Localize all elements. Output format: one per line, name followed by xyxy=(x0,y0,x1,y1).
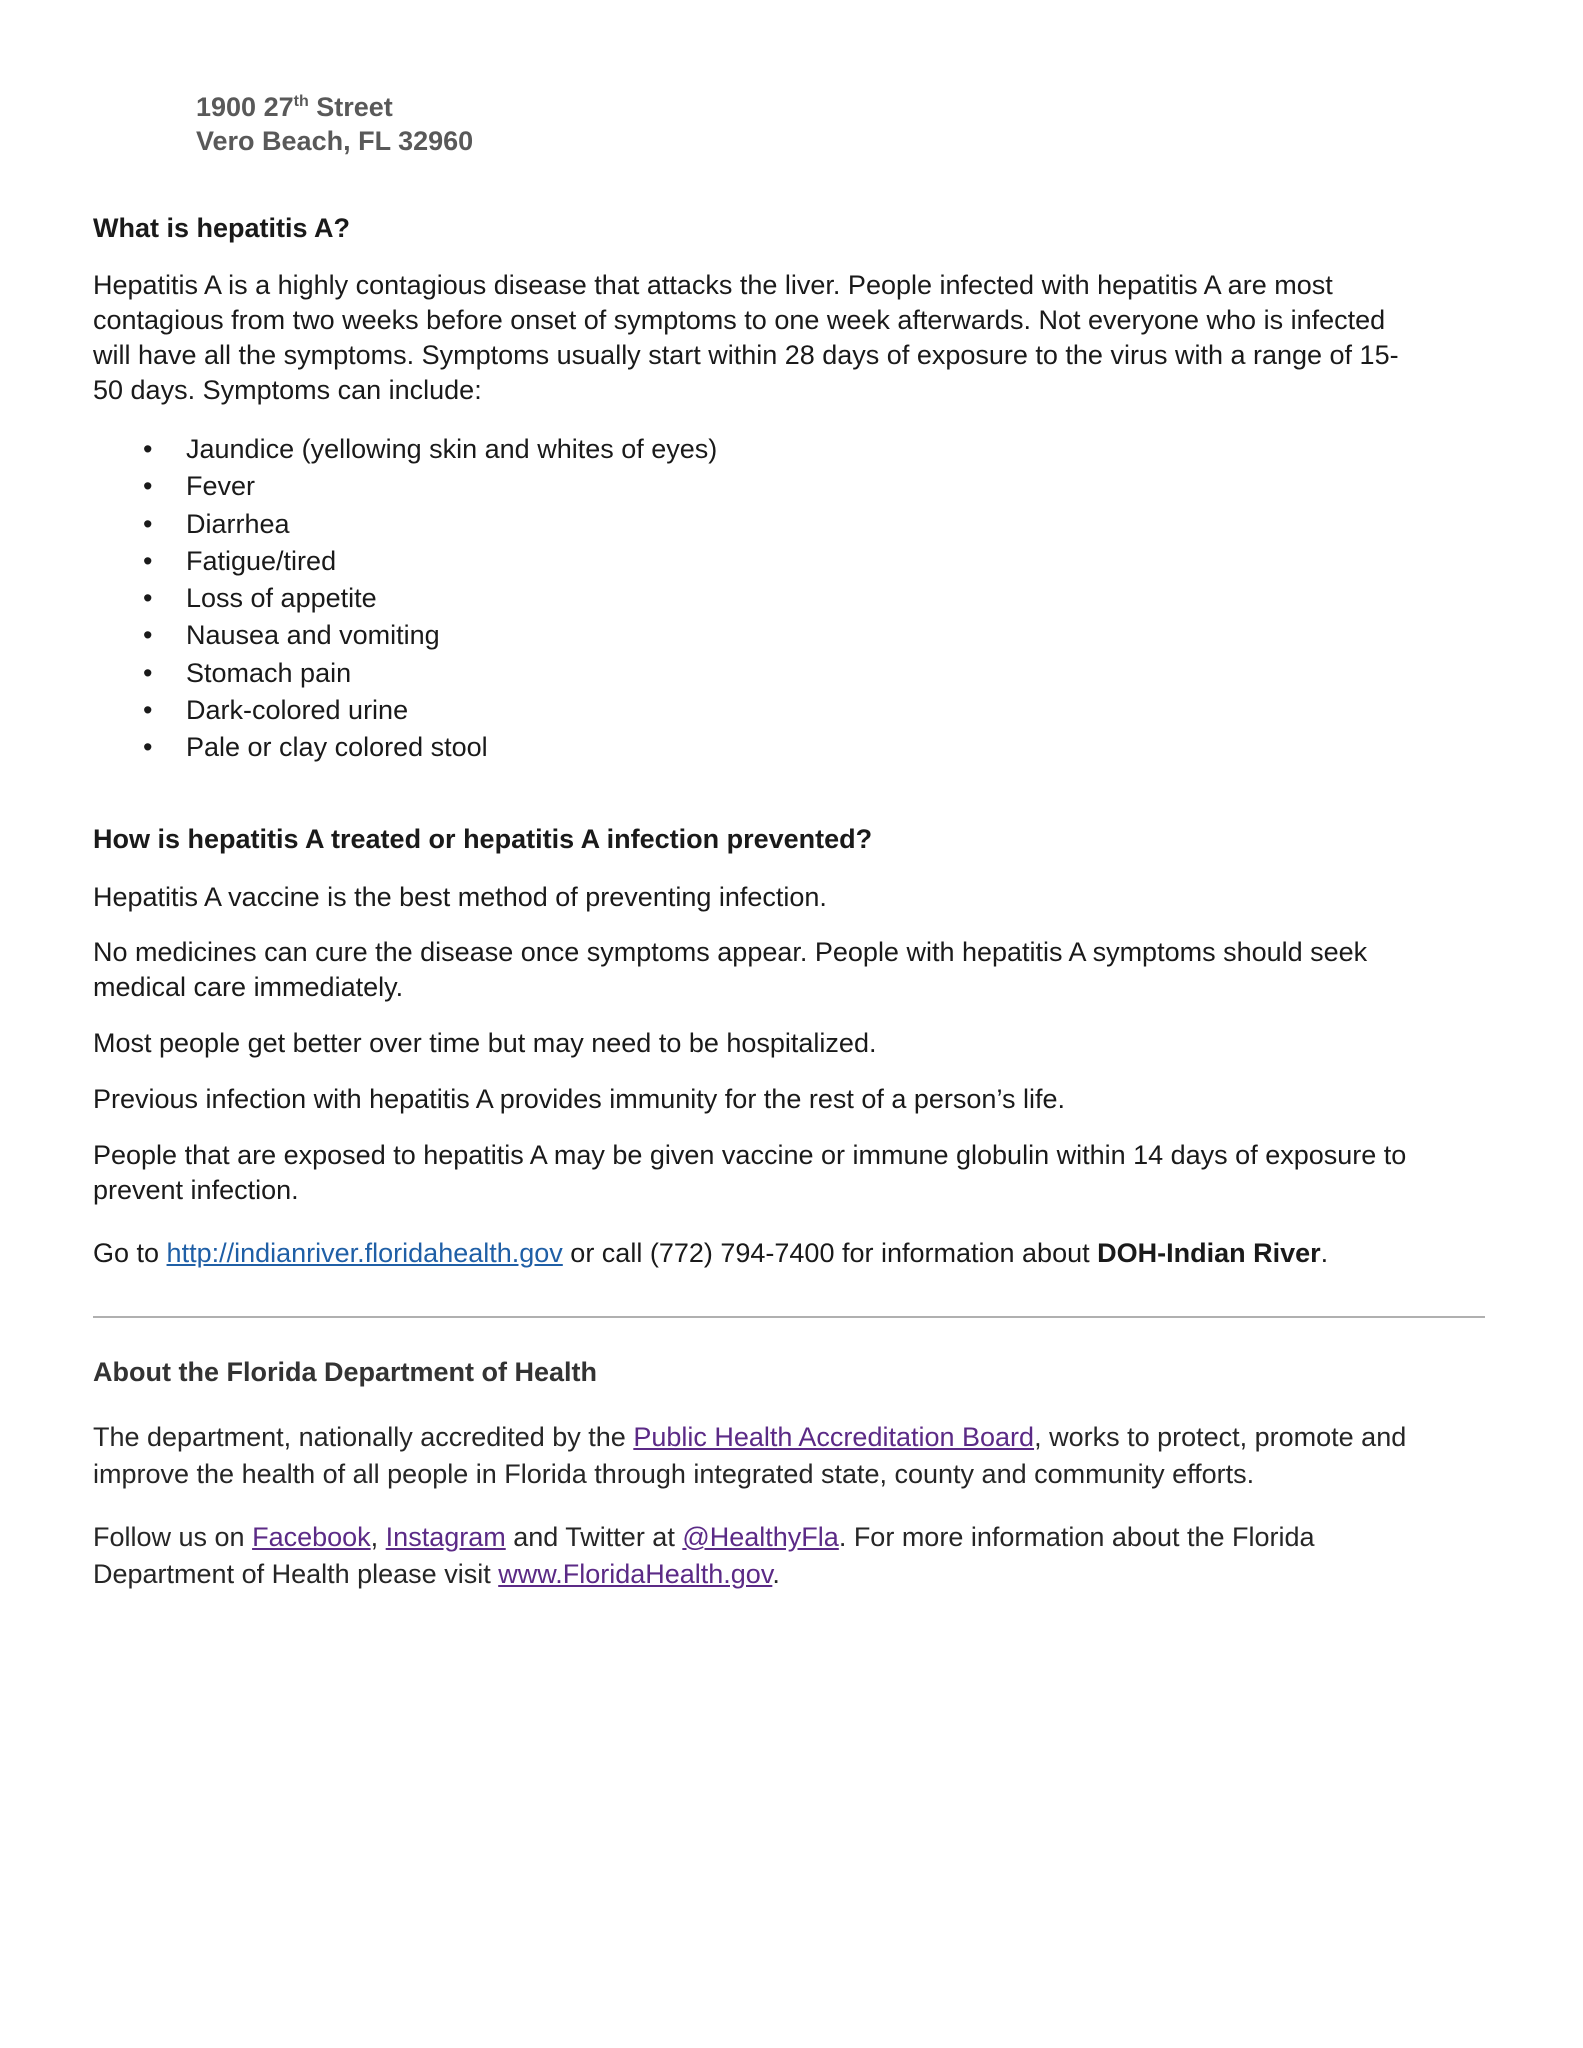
bullet-icon: • xyxy=(143,695,153,726)
section2-paragraph-2-line-1: No medicines can cure the disease once symptoms appear. People with hepatitis A symptoms should seek xyxy=(93,937,1368,967)
section1-body-line-2: contagious from two weeks before onset of symptoms to one week afterwards. Not everyone who is infected xyxy=(93,305,1386,335)
section2-paragraph-3: Most people get better over time but may need to be hospitalized. xyxy=(93,1028,877,1058)
symptom-label: Loss of appetite xyxy=(186,583,377,614)
street-suffix: th xyxy=(293,93,309,110)
about-p2-end: . xyxy=(772,1559,780,1589)
street-number: 1900 27 xyxy=(196,92,294,122)
section1-body-line-1: Hepatitis A is a highly contagious disease that attacks the liver. People infected with hepatitis A are most xyxy=(93,270,1333,300)
bullet-icon: • xyxy=(143,732,153,763)
phab-link[interactable]: Public Health Accreditation Board xyxy=(633,1422,1035,1452)
address-street xyxy=(196,90,473,124)
instagram-link[interactable]: Instagram xyxy=(385,1522,506,1552)
floridahealth-link[interactable]: www.FloridaHealth.gov xyxy=(498,1559,773,1589)
contact-prefix: Go to xyxy=(93,1238,167,1268)
about-paragraph-1-line-2: improve the health of all people in Florida through integrated state, county and community efforts. xyxy=(93,1459,1255,1489)
section2-heading: How is hepatitis A treated or hepatitis A infection prevented? xyxy=(93,824,873,854)
contact-line xyxy=(93,1236,1493,1271)
section2-paragraph-4: Previous infection with hepatitis A provides immunity for the rest of a person’s life. xyxy=(93,1084,1065,1114)
contact-bold-org: DOH-Indian River xyxy=(1097,1238,1321,1268)
symptom-label: Dark-colored urine xyxy=(186,695,409,726)
contact-line-wrap xyxy=(93,1236,1493,1271)
about-p2-line2-prefix: Department of Health please visit xyxy=(93,1559,499,1589)
bullet-icon: • xyxy=(143,434,153,464)
facebook-link[interactable]: Facebook xyxy=(252,1522,371,1552)
indianriver-link[interactable]: http://indianriver.floridahealth.gov xyxy=(166,1238,563,1268)
symptom-label: Pale or clay colored stool xyxy=(186,732,488,763)
about-p2-middle: and Twitter at xyxy=(505,1522,683,1552)
about-p2-prefix: Follow us on xyxy=(93,1522,253,1552)
contact-middle: or call (772) 794-7400 for information about xyxy=(562,1238,1098,1268)
about-p1-prefix: The department, nationally accredited by the xyxy=(93,1422,634,1452)
list-item xyxy=(93,580,717,617)
list-item xyxy=(93,506,717,543)
section1-body xyxy=(93,268,1493,408)
symptom-label: Stomach pain xyxy=(186,657,352,688)
list-item xyxy=(93,729,717,766)
about-paragraph-1-line-1 xyxy=(93,1419,1493,1456)
bullet-icon: • xyxy=(143,471,153,502)
section2-p3-wrap xyxy=(93,1026,1493,1061)
section1-body-line-3: will have all the symptoms. Symptoms usually start within 28 days of exposure to the virus with a range of 15- xyxy=(93,340,1399,370)
section2-p5-wrap xyxy=(93,1138,1493,1208)
bullet-icon: • xyxy=(143,620,153,651)
about-paragraph-2-line-1 xyxy=(93,1519,1493,1556)
address-city-line: Vero Beach, FL 32960 xyxy=(196,126,474,156)
about-p1-wrap xyxy=(93,1419,1493,1493)
bullet-icon: • xyxy=(143,508,153,539)
bullet-icon: • xyxy=(143,545,153,576)
symptoms-list xyxy=(93,431,717,767)
twitter-link[interactable]: @HealthyFla xyxy=(682,1522,839,1552)
about-p1-suffix: , works to protect, promote and xyxy=(1034,1422,1407,1452)
section2-heading-wrap xyxy=(93,822,1493,857)
section2-p4-wrap xyxy=(93,1082,1493,1117)
section1-heading-wrap xyxy=(93,211,1493,246)
section1-heading: What is hepatitis A? xyxy=(93,213,351,243)
list-item xyxy=(93,655,717,692)
list-item xyxy=(93,431,717,468)
section1-body-line-4: 50 days. Symptoms can include: xyxy=(93,375,482,405)
symptom-label: Fatigue/tired xyxy=(186,545,337,576)
section-divider xyxy=(93,1316,1485,1318)
street-name: Street xyxy=(308,92,393,122)
about-paragraph-2-line-2 xyxy=(93,1556,1493,1593)
section2-paragraph-5-line-2: prevent infection. xyxy=(93,1175,299,1205)
symptom-label: Jaundice (yellowing skin and whites of eyes) xyxy=(186,434,718,464)
bullet-icon: • xyxy=(143,657,153,688)
bullet-icon: • xyxy=(143,583,153,614)
address-block xyxy=(196,90,473,158)
about-p2-wrap xyxy=(93,1519,1493,1593)
about-p2-suffix: . For more information about the Florida xyxy=(838,1522,1315,1552)
section2-paragraph-5-line-1: People that are exposed to hepatitis A may be given vaccine or immune globulin within 14 days of exposure to xyxy=(93,1140,1407,1170)
section2-p2-wrap xyxy=(93,935,1493,1005)
symptom-label: Fever xyxy=(186,471,256,502)
section2-paragraph-1: Hepatitis A vaccine is the best method of preventing infection. xyxy=(93,882,827,912)
about-heading: About the Florida Department of Health xyxy=(93,1357,598,1387)
section2-p1-wrap xyxy=(93,880,1493,915)
list-item xyxy=(93,692,717,729)
about-heading-wrap xyxy=(93,1355,1493,1390)
list-item xyxy=(93,543,717,580)
section2-paragraph-2-line-2: medical care immediately. xyxy=(93,972,404,1002)
list-item xyxy=(93,468,717,505)
about-p2-comma: , xyxy=(370,1522,386,1552)
symptom-label: Nausea and vomiting xyxy=(186,620,440,651)
list-item xyxy=(93,617,717,654)
symptom-label: Diarrhea xyxy=(186,508,290,539)
contact-suffix: . xyxy=(1320,1238,1329,1268)
